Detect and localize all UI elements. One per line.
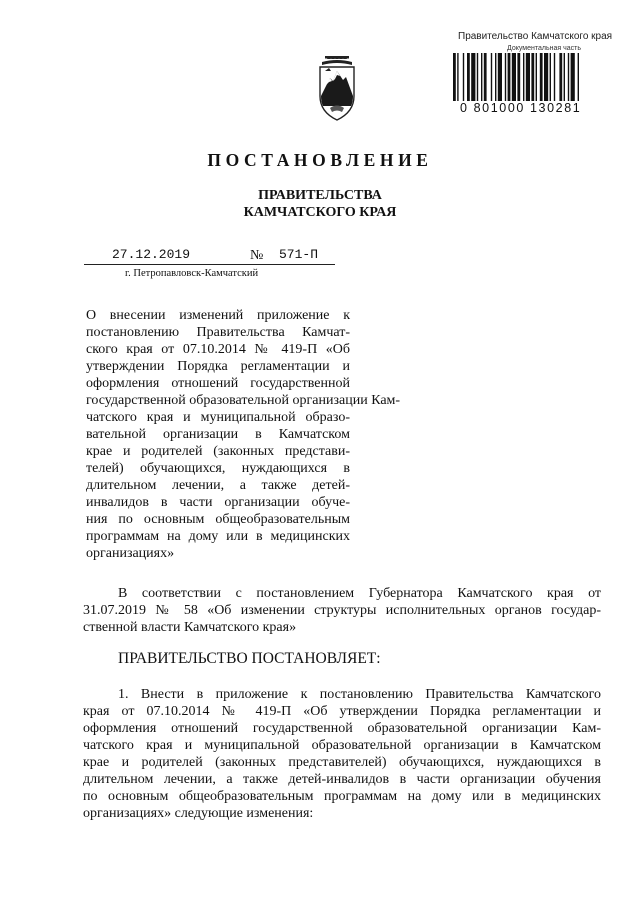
subject-line: чатского края и муниципальной образо- — [86, 410, 350, 425]
subject-line: О внесении изменений приложение к — [86, 308, 350, 323]
issuer-line-1: ПРАВИТЕЛЬСТВА — [258, 188, 382, 203]
paragraph-line: чатского края и муниципальной образовательной организации в Камчатском — [83, 738, 601, 753]
stamp-subtitle: Документальная часть — [507, 45, 581, 52]
subject-line: постановлению Правительства Камчат- — [86, 325, 350, 340]
subject-line: вательной организации в Камчатском — [86, 427, 350, 442]
document-number: 571-П — [279, 247, 319, 262]
paragraph-line: 31.07.2019 № 58 «Об изменении структуры исполнительных органов государ- — [83, 603, 601, 618]
paragraph-line: по основным общеобразовательным программам на дому или в медицинских — [83, 789, 601, 804]
issuer-line-2: КАМЧАТСКОГО КРАЯ — [243, 205, 397, 220]
issue-city: г. Петропавловск-Камчатский — [125, 268, 259, 279]
paragraph-line: ственной власти Камчатского края» — [83, 620, 297, 635]
subject-line: инвалидов в части организации обуче- — [86, 495, 350, 510]
resolves-heading: ПРАВИТЕЛЬСТВО ПОСТАНОВЛЯЕТ: — [118, 650, 381, 667]
number-sign: № — [250, 248, 264, 263]
subject-line: организациях» — [86, 546, 175, 561]
paragraph-line: крае и родителей (законных представителей) обучающихся, нуждающихся в — [83, 755, 601, 770]
subject-line: ния по основным общеобразовательным — [86, 512, 350, 527]
document-type-title: ПОСТАНОВЛЕНИЕ — [207, 150, 433, 170]
paragraph-line: длительном лечении, а также детей-инвалидов в части организации обучения — [83, 772, 601, 787]
subject-line: утверждении Порядка регламентации и — [86, 359, 350, 374]
paragraph-line: 1. Внести в приложение к постановлению Правительства Камчатского — [118, 687, 601, 702]
barcode — [453, 53, 607, 101]
subject-line: государственной образовательной организации Кам- — [86, 393, 401, 408]
preamble-paragraph — [83, 586, 601, 637]
subject-line: оформления отношений государственной — [86, 376, 350, 391]
document-date: 27.12.2019 — [112, 247, 191, 262]
subject-line: телей) обучающихся, нуждающихся в — [86, 461, 350, 476]
item-1-paragraph — [83, 687, 601, 823]
stamp-organization: Правительство Камчатского края — [458, 31, 613, 42]
paragraph-line: В соответствии с постановлением Губернатора Камчатского края от — [118, 586, 601, 601]
document-subject — [86, 308, 401, 563]
subject-line: крае и родителей (законных представи- — [86, 444, 350, 459]
subject-line: программам на дому или в медицинских — [86, 529, 350, 544]
subject-line: ского края от 07.10.2014 № 419-П «Об — [86, 342, 350, 357]
paragraph-line: оформления отношений государственной образовательной организации Кам- — [83, 721, 601, 736]
kamchatka-coat-of-arms-icon — [316, 56, 358, 126]
subject-line: длительном лечении, а также детей- — [86, 478, 350, 493]
barcode-number: 0 801000 130281 — [460, 101, 582, 115]
paragraph-line: края от 07.10.2014 № 419-П «Об утверждении Порядка регламентации и — [83, 704, 601, 719]
registration-underline — [84, 264, 335, 265]
paragraph-line: организациях» следующие изменения: — [83, 806, 314, 821]
